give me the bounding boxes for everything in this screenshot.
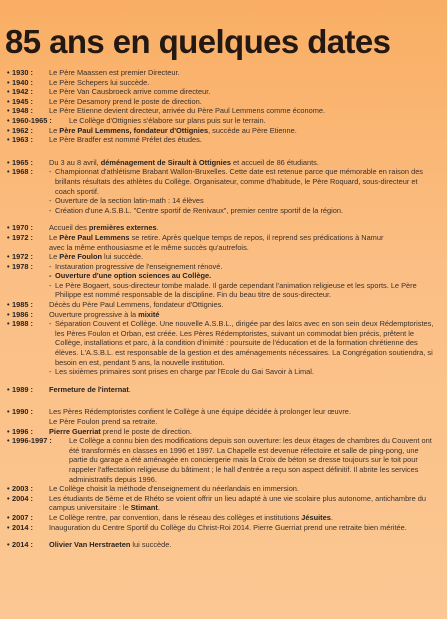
timeline-entry: • 1986 : Ouverture progressive à la mixité bbox=[5, 310, 439, 320]
timeline-entry: • 1985 : Décès du Père Paul Lemmens, fondateur d'Ottignies. bbox=[5, 300, 439, 310]
timeline-entry: • 1990 : Les Pères Rédemptoristes confient le Collège à une équipe décidée à prolonger leur œuvre. Le Père Foulon prend sa retraite. bbox=[5, 407, 439, 426]
timeline-entry: • 1962 : Le Père Paul Lemmens, fondateur d'Ottignies, succède au Père Etienne. bbox=[5, 126, 439, 136]
timeline-entry: • 1988 : - Séparation Couvent et Collège. Une nouvelle A.S.B.L., dirigée par des laïcs avec en son sein deux Rédemptoristes, les Pères Foulon et Orban, est créée. Les Pères Rédemptoristes, suivant un commodat bien précis, prêtent le Collège, installations et parc, à la condition d'inimité : poursuite de l'éducation et de la formation chrétienne des élèves. L'A.S.B.L. est responsable de la gestion et des aménagements nécessaires. La Congrégation soutiendra, si besoin en est, pendant 5 ans, la nouvelle institution. - Les sixièmes primaires sont prises en charge par l'Ecole du Gai Savoir à Limal. bbox=[5, 319, 439, 377]
timeline-entry: • 2014 : Olivier Van Herstraeten lui succède. bbox=[5, 540, 439, 550]
timeline-entry: • 2007 : Le Collège rentre, par convention, dans le réseau des collèges et institutions Jésuites. bbox=[5, 513, 439, 523]
timeline-entry: • 1996-1997 : Le Collège a connu bien des modifications depuis son ouverture: les deux étages de chambres du Couvent ont été transformés en classes en 1996 et 1997. La Chapelle est devenue réfectoire et salle de ping-pong, une partie du garage a été aménagée en conciergerie mais la Croix de béton se dresse toujours sur le toit pour rappeler l'affectation religieuse du bâtiment ; le hall d'entrée a reçu son aspect définitif. Il abrite les services administratifs depuis 1996. bbox=[5, 436, 439, 484]
timeline-entry: • 1978 : - Instauration progressive de l'enseignement rénové. - Ouverture d'une option sciences au Collège. - Le Père Bogaert, sous-directeur tombe malade. Il garde cependant l'animation religieuse et les sports. Le Père Philippe est nommé responsable de la discipline. Fin du beau titre de sous-directeur. bbox=[5, 262, 439, 300]
timeline-entry: • 1960-1965 : Le Collège d'Ottignies s'élabore sur plans puis sur le terrain. bbox=[5, 116, 439, 126]
timeline bbox=[5, 68, 439, 550]
timeline-entry: • 1968 : - Championnat d'athlétisme Brabant Wallon-Bruxelles. Cette date est retenue parce que mémorable en raison des brillants résultats des athlètes du Collège. Organisateur, comme d'habitude, le Père Roquard, sous-directeur et coach sportif. - Ouverture de la section latin-math : 14 élèves - Création d'une A.S.B.L. "Centre sportif de Renivaux", premier centre sportif de la région. bbox=[5, 167, 439, 215]
timeline-entry: • 2004 : Les étudiants de 5ème et de Rhéto se voient offrir un lieu adapté à une vie scolaire plus autonome, antichambre du campus universitaire : le Stimant. bbox=[5, 494, 439, 513]
timeline-entry: • 1989 : Fermeture de l'internat. bbox=[5, 385, 439, 395]
timeline-entry: • 1942 : Le Père Van Causbroeck arrive comme directeur. bbox=[5, 87, 439, 97]
timeline-entry: • 1972 : Le Père Paul Lemmens se retire. Après quelque temps de repos, il reprend ses prédications à Namur avec la même enthousiasme et le même succès qu'autrefois. bbox=[5, 233, 439, 252]
timeline-entry: • 1940 : Le Père Schepers lui succède. bbox=[5, 78, 439, 88]
timeline-entry: • 1965 : Du 3 au 8 avril, déménagement de Sirault à Ottignies et accueil de 86 étudiants. bbox=[5, 158, 439, 168]
timeline-entry: • 2003 : Le Collège choisit la méthode d'enseignement du néerlandais en immersion. bbox=[5, 484, 439, 494]
timeline-entry: • 1963 : Le Père Bradfer est nommé Préfet des études. bbox=[5, 135, 439, 145]
timeline-entry: • 1930 : Le Père Maassen est premier Directeur. bbox=[5, 68, 439, 78]
page-title: 85 ans en quelques dates bbox=[5, 23, 391, 60]
timeline-entry: • 1970 : Accueil des premières externes. bbox=[5, 223, 439, 233]
timeline-entry: • 1972 : Le Père Foulon lui succède. bbox=[5, 252, 439, 262]
timeline-entry: • 1996 : Pierre Guerriat prend le poste de direction. bbox=[5, 427, 439, 437]
timeline-entry: • 1948 : Le Père Etienne devient directeur, arrivée du Père Paul Lemmens comme économe. bbox=[5, 106, 439, 116]
timeline-entry: • 1945 : Le Père Desamory prend le poste de direction. bbox=[5, 97, 439, 107]
timeline-entry: • 2014 : Inauguration du Centre Sportif du Collège du Christ-Roi 2014. Pierre Guerriat prend une retraite bien méritée. bbox=[5, 523, 439, 533]
